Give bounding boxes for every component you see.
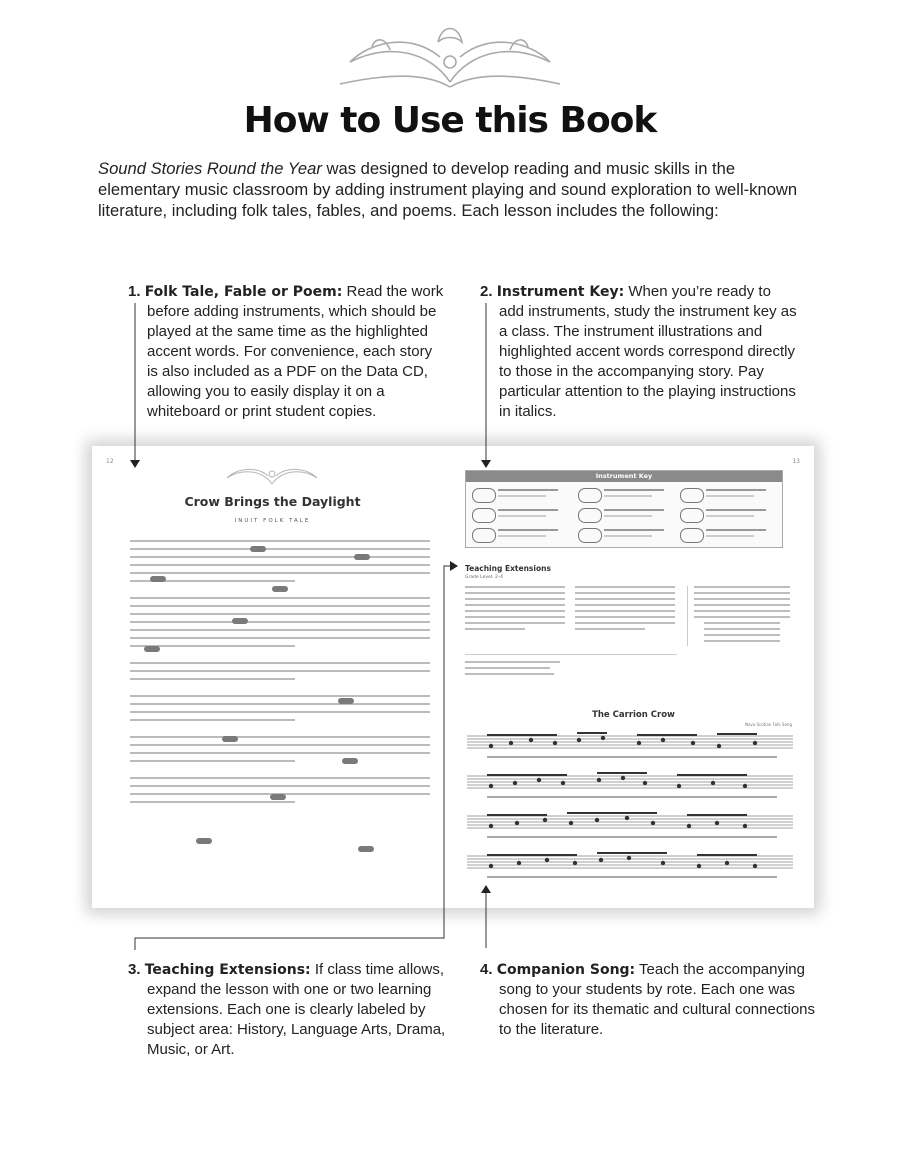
decorative-flourish-ornament [330,12,570,102]
callout-heading: Companion Song: [496,962,636,978]
instrument-key-entry [472,527,570,545]
highlighted-accent-word [150,576,166,582]
callout-number: 4. [480,961,493,978]
callout-number: 1. [128,283,141,300]
instrument-key-entry [680,487,778,505]
callout-text: Read the work before adding instruments, which should be played at the same time as the highlighted accent words. For convenience, each story is also included as a PDF on the Data CD, allowing you to easily display it on a whiteboard or print student copies. [147,283,444,420]
highlighted-accent-word [144,646,160,652]
callout-number: 2. [480,283,493,300]
highlighted-accent-word [342,758,358,764]
song-credit: Nova Scotian Folk Song [744,722,792,727]
discussion-questions [465,654,677,685]
story-text-block [130,540,430,809]
highlighted-accent-word [232,618,248,624]
highlighted-accent-word [196,838,212,844]
page-number: 13 [792,458,800,465]
callout-instrument-key [480,282,798,422]
highlighted-accent-word [270,794,286,800]
sample-book-spread [92,446,814,908]
callout-text: If class time allows, expand the lesson with one or two learning extensions. Each one is clearly labeled by subject area: History, Language Arts, Drama, Music, or Art. [147,961,446,1058]
sheet-music-staff [467,730,801,900]
callout-number: 3. [128,961,141,978]
callout-heading: Teaching Extensions: [144,962,311,978]
story-subtitle: INUIT FOLK TALE [234,518,311,524]
instrument-key-entry [472,507,570,525]
highlighted-accent-word [358,846,374,852]
instrument-key-title: Instrument Key [466,471,782,482]
page-title: How to Use this Book [243,100,657,141]
teaching-extensions-title: Teaching Extensions [465,564,551,573]
highlighted-accent-word [354,554,370,560]
page-number: 12 [106,458,114,465]
instrument-key-entry [578,487,676,505]
teaching-extensions-column [575,586,675,634]
teaching-extensions-grade: Grade Level: 2–4 [465,575,503,580]
story-flourish-ornament [222,460,322,490]
intro-paragraph [98,158,818,221]
callout-heading: Folk Tale, Fable or Poem: [144,284,343,300]
highlighted-accent-word [338,698,354,704]
instrument-key-entry [680,527,778,545]
intro-text: was designed to develop reading and music skills in the elementary music classroom by adding instrument playing and sound exploration to well-known literature, including folk tales, fables, and poems. Each lesson includes the following: [98,159,798,220]
instrument-key-entry [680,507,778,525]
song-title: The Carrion Crow [592,710,675,720]
instrument-key-entry [472,487,570,505]
callout-companion-song [480,960,826,1040]
callout-text: Teach the accompanying song to your students by rote. Each one was chosen for its thematic and cultural connections to the literature. [499,961,816,1038]
sample-right-page [453,446,814,908]
highlighted-accent-word [222,736,238,742]
instrument-key-entry [578,507,676,525]
highlighted-accent-word [272,586,288,592]
story-title: Crow Brings the Daylight [184,494,361,509]
instrument-key-box [465,470,783,548]
callout-teaching-extensions [128,960,446,1060]
book-title: Sound Stories Round the Year [98,159,322,178]
callout-heading: Instrument Key: [496,284,625,300]
teaching-extensions-column [465,586,565,634]
highlighted-accent-word [250,546,266,552]
sample-left-page [92,446,454,908]
callout-folk-tale [128,282,446,422]
instrument-key-entry [578,527,676,545]
teaching-extensions-column [687,586,790,646]
callout-text: When you’re ready to add instruments, study the instrument key as a class. The instrument illustrations and highlighted accent words correspond directly to those in the accompanying story. Pay particular attention to the playing instructions in italics. [499,283,797,420]
